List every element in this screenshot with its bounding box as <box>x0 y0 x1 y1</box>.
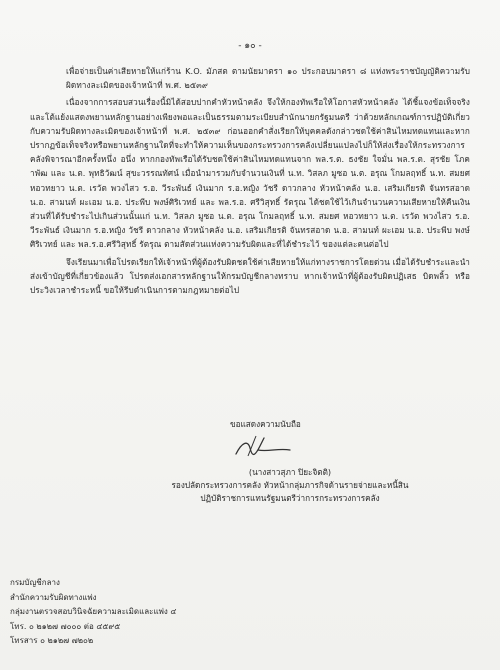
paragraph-3: จึงเรียนมาเพื่อโปรดเรียกให้เจ้าหน้าที่ผู้ต้องรับผิดชดใช้ค่าเสียหายให้แก่ทางราชการโดยด่วน เมื่อได้รับชำระและนำส่งเข้าบัญชีที่เกี่ยวข้องแล้ว โปรดส่งเอกสารหลักฐานให้กรมบัญชีกลางทราบ หากเจ้าหน้าที่ผู้ต้องรับผิดปฏิเสธ บิดพลิ้ว หรือประวิงเวลาชำระหนี้ ขอให้รีบดำเนินการตามกฎหมายต่อไป <box>30 256 470 296</box>
letter-body <box>30 64 470 300</box>
footer-phone: โทร. ๐ ๒๑๒๗ ๗๐๐๐ ต่อ ๔๕๙๕ <box>10 621 121 631</box>
footer-group: กลุ่มงานตรวจสอบวินิจฉัยความละเมิดและแพ่ง ๔ <box>10 607 177 616</box>
footer-contact <box>10 576 310 649</box>
closing-salutation: ขอแสดงความนับถือ <box>230 419 301 429</box>
signer-title: รองปลัดกระทรวงการคลัง หัวหน้ากลุ่มภารกิจด้านรายจ่ายและหนี้สิน <box>171 480 409 490</box>
signer-block <box>140 466 440 505</box>
footer-dept: กรมบัญชีกลาง <box>10 578 60 587</box>
signer-name: (นางสาวสุภา ปิยะจิตติ) <box>248 467 332 477</box>
paragraph-2: เนื่องจากการสอบสวนเรื่องนี้มิได้สอบปากคำหัวหน้าคลัง จึงให้กองทัพเรือให้โอกาสหัวหน้าคลัง ได้ชี้แจงข้อเท็จจริงและโต้แย้งแสดงพยานหลักฐานอย่างเพียงพอและเป็นธรรมตามระเบียบสำนักนายกรัฐมนตรี ว่าด้วยหลักเกณฑ์การปฏิบัติเกี่ยวกับความรับผิดทางละเมิดของเจ้าหน้าที่ พ.ศ. ๒๕๓๙ ก่อนออกคำสั่งเรียกให้บุคคลดังกล่าวชดใช้ค่าสินไหมทดแทนและหากปรากฏข้อเท็จจริงหรือพยานหลักฐานใดที่จะทำให้ความเห็นของกระทรวงการคลังเปลี่ยนแปลงไปก็ให้ส่งเรื่องให้กระทรวงการคลังพิจารณาอีกครั้งหนึ่ง อนึ่ง หากกองทัพเรือได้รับชดใช้ค่าสินไหมทดแทนจาก พล.ร.ต. ธงชัย ใจมั่น พล.ร.ต. สุรชัย โภคาพัฒ และ น.ต. พุทธิวัฒน์ สุขะวรรณทัศน์ เมื่อนำมารวมกับจำนวนเงินที่ น.ท. วิสลภ มูซอ น.ต. อรุณ โกมลฤทธิ์ น.ท. สมยศ หอวทยาว น.ต. เรวัต พวงไสว ร.อ. วีระพันธ์ เงินมาก ร.อ.หญิง วัชรี ดาวกลาง หัวหน้าคลัง น.อ. เสริมเกียรติ จันทรสอาด น.อ. สามนท์ ผะเอม น.อ. ประพีบ พงษ์ศิริเวทย์ และ พล.ร.อ. ศรีวิสุทธิ์ รัตรุณ ได้ชดใช้ไว้เกินจำนวนความเสียหายให้คืนเงินส่วนที่ได้รับชำระไปเกินส่วนนั้นแก่ น.ท. วิสลภ มูซอ น.ต. อรุณ โกมลฤทธิ์ น.ท. สมยศ หอวทยาว น.ต. เรวัต พวงไสว ร.อ. วีระพันธ์ เงินมาก ร.อ.หญิง วัชรี ดาวกลาง หัวหน้าคลัง น.อ. เสริมเกียรติ จันทรสอาด น.อ. สามนท์ ผะเอม น.อ. ประพีบ พงษ์ศิริเวทย์ และ พล.ร.อ.ศรีวิสุทธิ์ รัตรุณ ตามสัดส่วนแห่งความรับผิดและที่ได้ชำระไว้ ของแต่ละคนต่อไป <box>30 97 470 250</box>
footer-office: สำนักความรับผิดทางแพ่ง <box>10 592 97 602</box>
signature-icon <box>228 432 298 464</box>
paragraph-1: เพื่อจ่ายเป็นค่าเสียหายให้แก่ร้าน K.O. มัภสต ตามนัยมาตรา ๑๐ ประกอบมาตรา ๘ แห่งพระราชบัญญัติความรับผิดทางละเมิดของเจ้าหน้าที่ พ.ศ. ๒๕๓๙ <box>66 66 470 91</box>
page-number: - ๑๐ - <box>238 41 262 51</box>
signer-acting-title: ปฏิบัติราชการแทนรัฐมนตรีว่าการกระทรวงการคลัง <box>200 493 380 503</box>
footer-fax: โทรสาร ๐ ๒๑๒๗ ๗๒๐๒ <box>10 636 94 645</box>
